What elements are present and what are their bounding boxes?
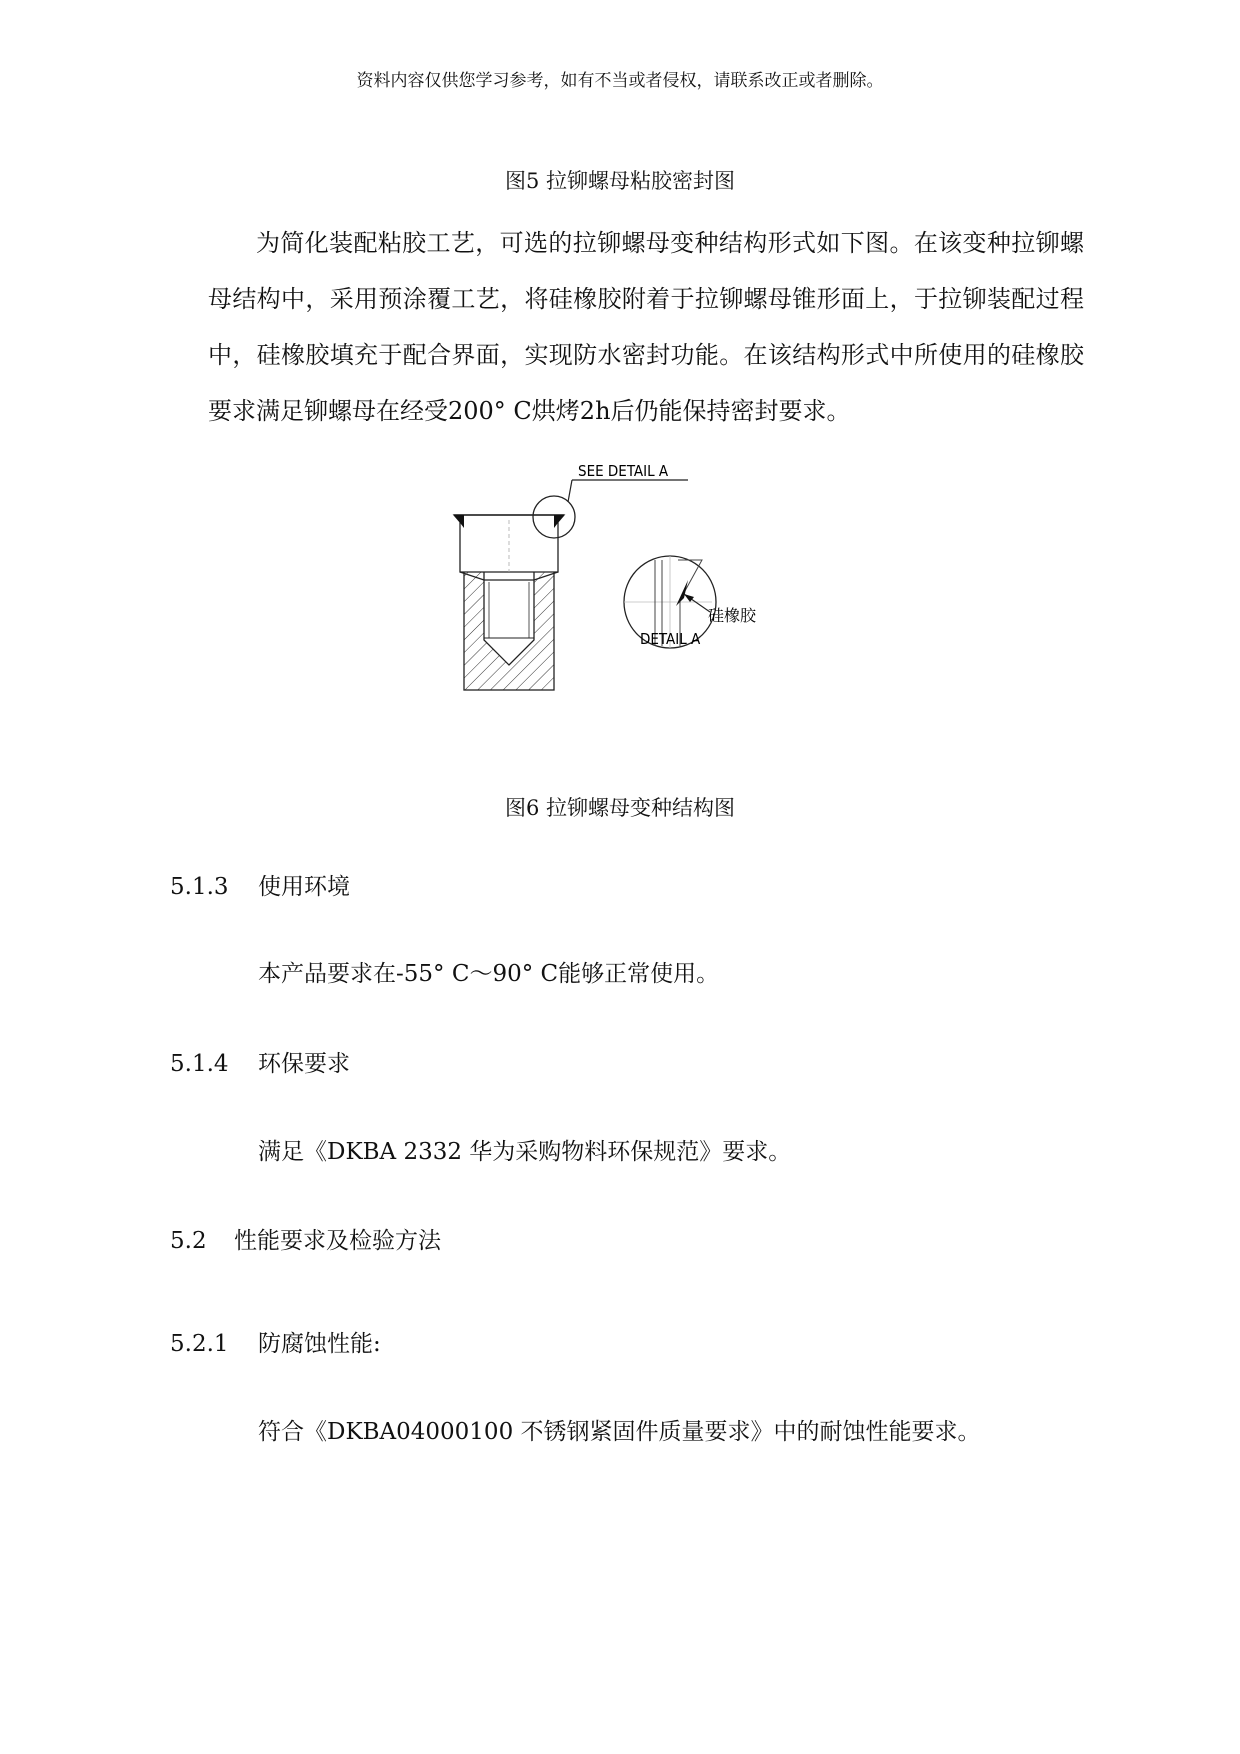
section-title: 防腐蚀性能: <box>258 1331 381 1357</box>
section-body-5-1-4: 满足《DKBA 2332 华为采购物料环保规范》要求。 <box>258 1139 792 1165</box>
page-disclaimer: 资料内容仅供您学习参考，如有不当或者侵权，请联系改正或者删除。 <box>356 71 884 91</box>
rivet-nut-variant-drawing <box>440 460 820 740</box>
section-number: 5.2 <box>170 1228 207 1254</box>
section-title: 性能要求及检验方法 <box>234 1228 441 1254</box>
figure6-caption: 图6 拉铆螺母变种结构图 <box>504 796 736 820</box>
section-number: 5.1.4 <box>170 1051 229 1077</box>
section-number: 5.2.1 <box>170 1331 229 1357</box>
figure5-caption: 图5 拉铆螺母粘胶密封图 <box>504 169 736 193</box>
section-title: 使用环境 <box>258 874 350 900</box>
detail-a-label: DETAIL A <box>640 630 701 648</box>
section-number: 5.1.3 <box>170 874 229 900</box>
intro-paragraph: 为简化装配粘胶工艺，可选的拉铆螺母变种结构形式如下图。在该变种拉铆螺母结构中，采用预涂覆工艺，将硅橡胶附着于拉铆螺母锥形面上，于拉铆装配过程中，硅橡胶填充于配合界面，实现防水密封功能。在该结构形式中所使用的硅橡胶要求满足铆螺母在经受200° C烘烤2h后仍能保持密封要求。 <box>208 229 1084 425</box>
rivet-nut-section <box>454 515 564 690</box>
section-title: 环保要求 <box>258 1051 350 1077</box>
adhesive-label: 硅橡胶 <box>708 606 757 625</box>
see-detail-label: SEE DETAIL A <box>578 462 669 480</box>
section-heading-5-1-4 <box>170 1045 350 1078</box>
section-body-5-1-3: 本产品要求在-55° C～90° C能够正常使用。 <box>258 961 720 987</box>
section-heading-5-1-3 <box>170 868 350 901</box>
section-heading-5-2 <box>170 1222 441 1255</box>
section-heading-5-2-1 <box>170 1325 381 1358</box>
section-body-5-2-1: 符合《DKBA04000100 不锈钢紧固件质量要求》中的耐蚀性能要求。 <box>258 1419 981 1445</box>
